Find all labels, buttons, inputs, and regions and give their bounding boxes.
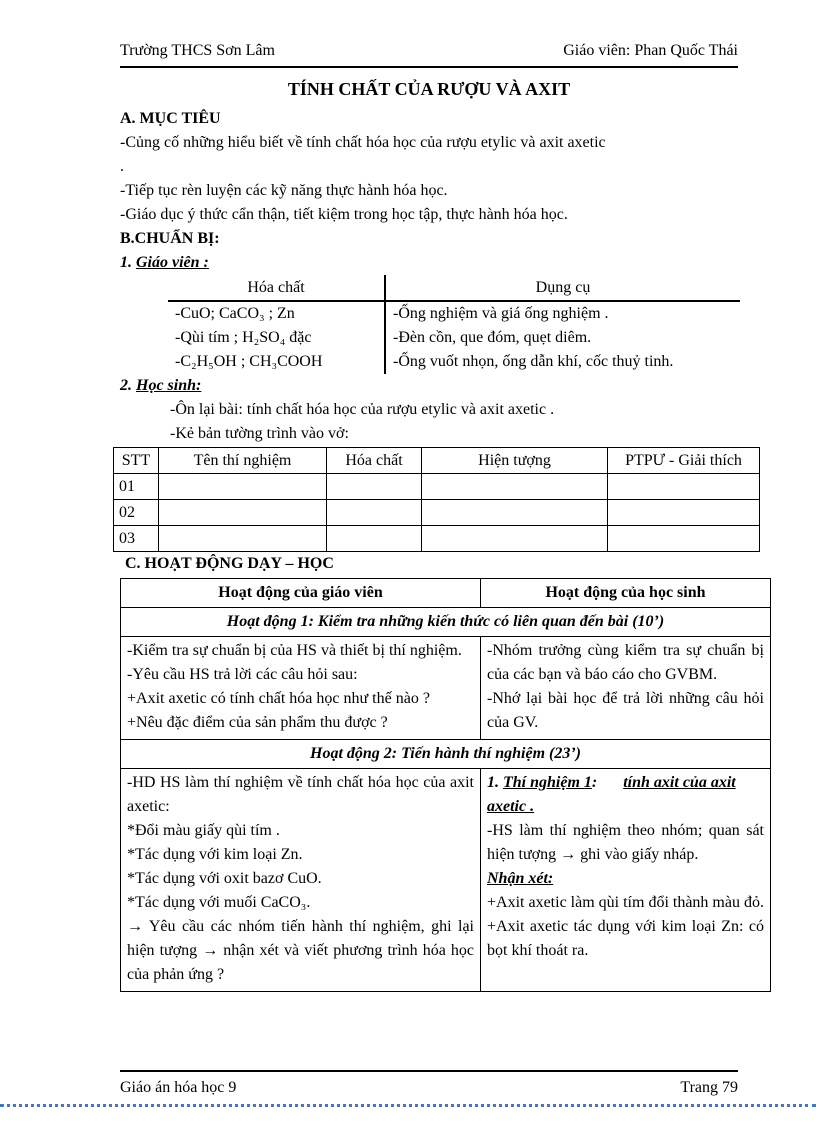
header-teacher: Giáo viên: Phan Quốc Thái	[563, 42, 738, 59]
page-header	[120, 40, 738, 68]
student-prep-label: Học sinh:	[136, 377, 202, 394]
text-line: → Yêu cầu các nhóm tiến hành thí nghiệm, ghi lại hiện tượng → nhận xét và viết phương trình hóa học của phản ứng ?	[127, 918, 474, 983]
text-line: -HS làm thí nghiệm theo nhóm; quan sát hiện tượng → ghi vào giấy nháp.	[487, 822, 764, 863]
table-cell	[159, 526, 327, 552]
experiment-title-line	[487, 771, 764, 819]
footer-page-number: Trang 79	[680, 1079, 738, 1096]
objective-line-3: -Tiếp tục rèn luyện các kỹ năng thực hành hóa học.	[120, 182, 448, 199]
table-row	[114, 500, 760, 526]
text-line: +Axit axetic có tính chất hóa học như thế nào ?	[127, 690, 430, 707]
table-cell: -Qùi tím ; H₂SO₄ đặc	[168, 326, 385, 350]
table-cell	[327, 500, 422, 526]
page-break-divider	[0, 1104, 816, 1107]
table-cell	[327, 474, 422, 500]
table-cell: -C₂H₅OH ; CH₃COOH	[168, 350, 385, 374]
text-line: +Axit axetic tác dụng với kim loại Zn: có bọt khí thoát ra.	[487, 918, 764, 959]
text-line: *Tác dụng với kim loại Zn.	[127, 846, 303, 863]
student-prep-heading	[120, 374, 738, 398]
text-line: *Đổi màu giấy qùi tím .	[127, 822, 280, 839]
text-line: +Nêu đặc điểm của sản phẩm thu được ?	[127, 714, 388, 731]
activity-1-title: Hoạt động 1: Kiểm tra những kiến thức có liên quan đến bài (10’)	[121, 608, 771, 637]
objective-line-2: .	[120, 158, 124, 175]
text-line: +Axit axetic làm qùi tím đổi thành màu đỏ.	[487, 894, 764, 911]
lab-report-table	[113, 447, 760, 552]
activity-2-teacher-cell	[121, 769, 481, 992]
teacher-prep-number: 1.	[120, 254, 136, 271]
text-line: -Kiểm tra sự chuẩn bị của HS và thiết bị thí nghiệm.	[127, 642, 462, 659]
table-cell	[608, 474, 760, 500]
chemicals-equipment-table	[168, 275, 740, 374]
column-header-phenomenon: Hiện tượng	[422, 448, 608, 474]
table-header-row	[168, 275, 740, 301]
column-header-equipment: Dụng cụ	[385, 275, 740, 301]
table-cell	[159, 500, 327, 526]
column-header-teacher-activity: Hoạt động của giáo viên	[121, 579, 481, 608]
activity-1-student-cell	[481, 637, 771, 740]
text-line: -Yêu cầu HS trả lời các câu hỏi sau:	[127, 666, 358, 683]
remark-label: Nhận xét:	[487, 870, 554, 887]
column-header-chemicals: Hóa chất	[168, 275, 385, 301]
experiment-name: Thí nghiệm 1	[503, 774, 592, 791]
table-cell	[327, 526, 422, 552]
column-header-stt: STT	[114, 448, 159, 474]
table-row	[168, 350, 740, 374]
section-b-heading: B.CHUẨN BỊ:	[120, 230, 220, 247]
activity-1-title-row	[121, 608, 771, 637]
table-cell: 02	[114, 500, 159, 526]
table-cell	[422, 500, 608, 526]
table-row	[114, 474, 760, 500]
teacher-prep-heading	[120, 251, 738, 275]
text-line: -Nhớ lại bài học để trả lời những câu hỏi của GV.	[487, 690, 764, 731]
table-header-row	[114, 448, 760, 474]
table-cell: -Ống vuốt nhọn, ống dẫn khí, cốc thuỷ tinh.	[393, 353, 674, 370]
table-row	[114, 526, 760, 552]
student-prep-line-1: -Ôn lại bài: tính chất hóa học của rượu etylic và axit axetic .	[170, 401, 555, 418]
document-title: TÍNH CHẤT CỦA RƯỢU VÀ AXIT	[287, 79, 571, 99]
text-line: *Tác dụng với oxit bazơ CuO.	[127, 870, 322, 887]
activity-1-teacher-cell	[121, 637, 481, 740]
table-cell	[422, 474, 608, 500]
teacher-prep-label: Giáo viên :	[136, 254, 209, 271]
text-line: -HD HS làm thí nghiệm về tính chất hóa học của axit axetic:	[127, 774, 474, 815]
table-cell	[422, 526, 608, 552]
table-cell	[608, 526, 760, 552]
column-header-student-activity: Hoạt động của học sinh	[481, 579, 771, 608]
objective-line-4: -Giáo dục ý thức cẩn thận, tiết kiệm trong học tập, thực hành hóa học.	[120, 206, 568, 223]
activity-2-content-row	[121, 769, 771, 992]
header-school: Trường THCS Sơn Lâm	[120, 42, 275, 59]
table-cell: -Ống nghiệm và giá ống nghiệm .	[393, 305, 609, 322]
student-prep-line-2: -Kẻ bản tường trình vào vở:	[170, 425, 349, 442]
table-cell: 03	[114, 526, 159, 552]
remark-heading	[487, 867, 764, 891]
table-row	[168, 301, 740, 326]
table-row	[168, 326, 740, 350]
student-prep-number: 2.	[120, 377, 136, 394]
table-cell: 01	[114, 474, 159, 500]
activity-1-content-row	[121, 637, 771, 740]
activity-2-title: Hoạt động 2: Tiến hành thí nghiệm (23’)	[121, 740, 771, 769]
table-header-row	[121, 579, 771, 608]
table-cell: -CuO; CaCO₃ ; Zn	[168, 301, 385, 326]
objective-line-1: -Củng cố những hiểu biết về tính chất hóa học của rượu etylic và axit axetic	[120, 134, 606, 151]
activity-2-student-cell	[481, 769, 771, 992]
section-a-heading: A. MỤC TIÊU	[120, 110, 221, 127]
text-line: -Nhóm trưởng cùng kiểm tra sự chuẩn bị của các bạn và báo cáo cho GVBM.	[487, 642, 764, 683]
footer-doc-name: Giáo án hóa học 9	[120, 1079, 237, 1096]
table-cell	[159, 474, 327, 500]
column-header-equation: PTPƯ - Giải thích	[608, 448, 760, 474]
experiment-number: 1.	[487, 774, 503, 791]
activities-table	[120, 578, 771, 992]
table-cell: -Đèn cồn, que đóm, quẹt diêm.	[393, 329, 592, 346]
column-header-experiment-name: Tên thí nghiệm	[159, 448, 327, 474]
table-cell	[608, 500, 760, 526]
experiment-colon: :	[591, 774, 598, 791]
section-c-heading: C. HOẠT ĐỘNG DẠY – HỌC	[125, 555, 334, 572]
column-header-chemical: Hóa chất	[327, 448, 422, 474]
text-line: *Tác dụng với muối CaCO₃.	[127, 894, 311, 911]
activity-2-title-row	[121, 740, 771, 769]
experiment-topic: tính axit của axit axetic .	[487, 774, 736, 815]
